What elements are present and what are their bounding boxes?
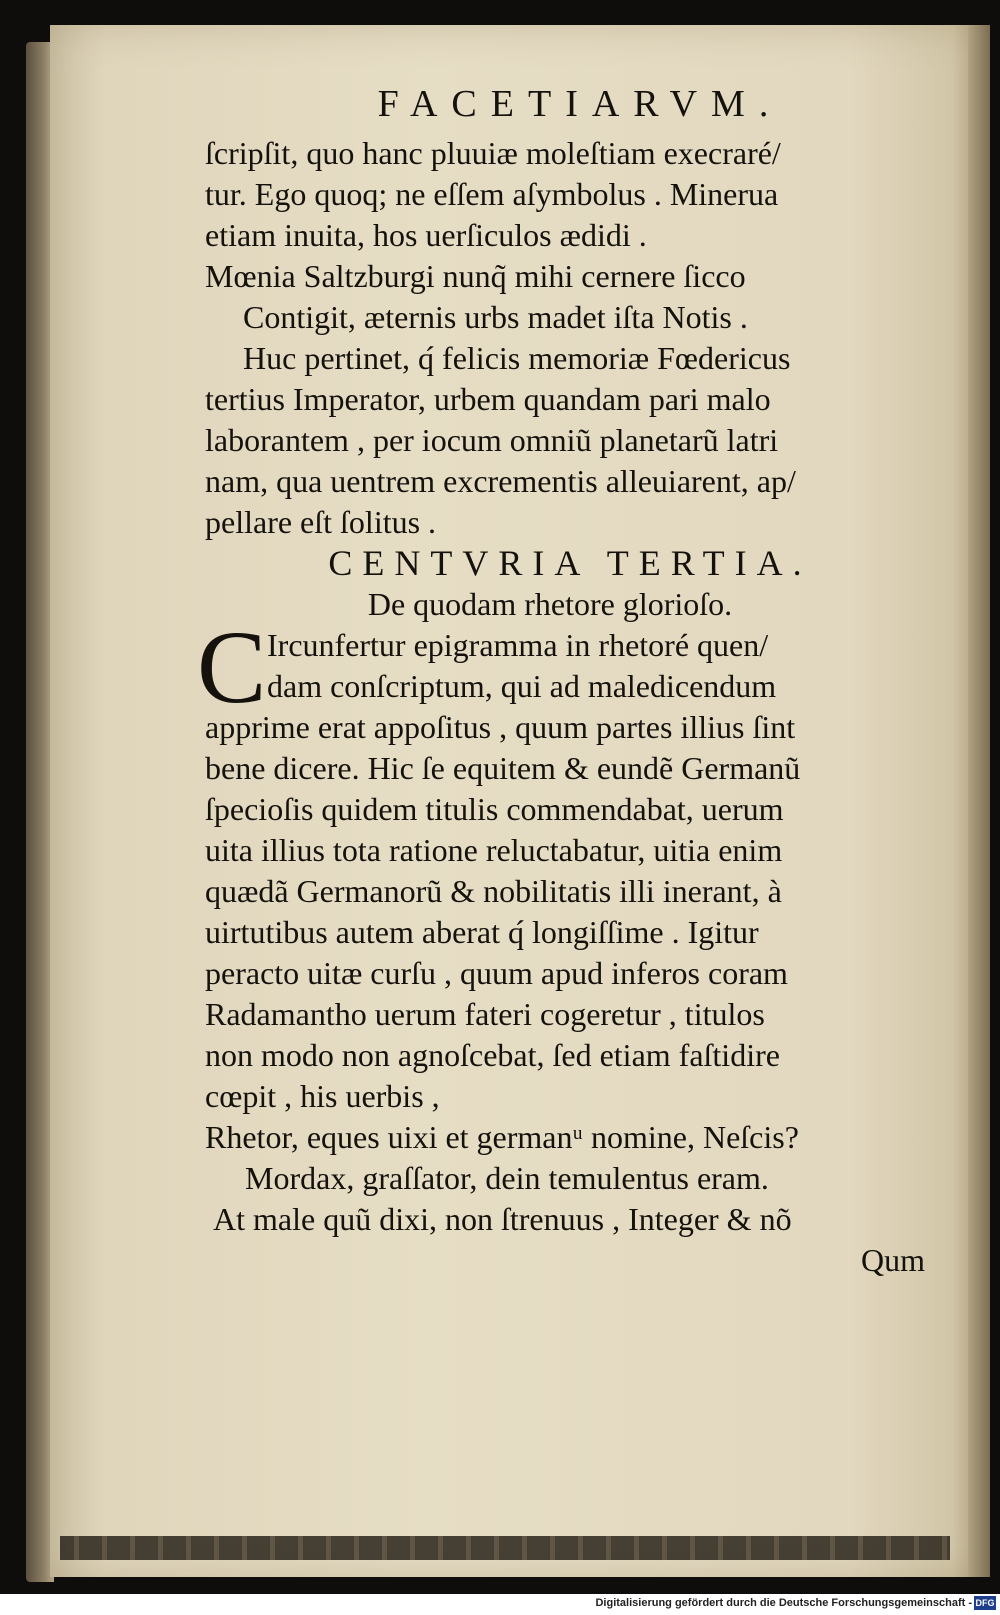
verse-line: Rhetor, eques uixi et germanᵘ nomine, Neſcis? bbox=[205, 1119, 799, 1155]
story-opening bbox=[197, 610, 935, 725]
text-line: laborantem , per iocum omniũ planetarũ latri bbox=[205, 422, 779, 458]
text-line: pellare eſt ſolitus . bbox=[205, 504, 437, 540]
text-line: non modo non agnoſcebat, ſed etiam faſtidire bbox=[205, 1037, 780, 1073]
text-line: ſcripſit, quo hanc pluuiæ moleſtiam execraré/ bbox=[205, 135, 781, 171]
verse-line: Contigit, æternis urbs madet iſta Notis . bbox=[243, 299, 748, 335]
text-line: Radamantho uerum fateri cogeretur , titulos bbox=[205, 996, 765, 1032]
funding-credit: Digitalisierung gefördert durch die Deutsche Forschungsgemeinschaft - bbox=[595, 1597, 972, 1609]
text-line: nam, qua uentrem excrementis alleuiarent, ap/ bbox=[205, 463, 796, 499]
text-line: ſpecioſis quidem titulis commendabat, uerum bbox=[205, 791, 784, 827]
text-line: uita illius tota ratione reluctabatur, uitia enim bbox=[205, 832, 783, 868]
text-line: uirtutibus autem aberat q́ longiſſime . Igitur bbox=[205, 914, 759, 950]
text-line: bene dicere. Hic ſe equitem & eundẽ Germanũ bbox=[205, 750, 801, 786]
drop-cap: C bbox=[197, 610, 267, 725]
dfg-logo: DFG bbox=[975, 1598, 995, 1608]
text-line: quædã Germanorũ & nobilitatis illi inerant, à bbox=[205, 873, 782, 909]
text-line: dam conſcriptum, qui ad maledicendum bbox=[267, 668, 777, 704]
text-line: Huc pertinet, q́ felicis memoriæ Fœdericus bbox=[243, 340, 791, 376]
text-line: etiam inuita, hos uerſiculos ædidi . bbox=[205, 217, 647, 253]
section-title: CENTVRIA TERTIA. bbox=[328, 543, 812, 583]
text-line: apprime erat appoſitus , quum partes illius ſint bbox=[205, 709, 796, 745]
text-line: tur. Ego quoq; ne eſſem aſymbolus . Minerua bbox=[205, 176, 779, 212]
page-gutter-shadow bbox=[968, 25, 990, 1577]
text-line: Ircunfertur epigramma in rhetoré quen/ bbox=[267, 627, 769, 663]
catchword: Qum bbox=[861, 1242, 925, 1278]
verse-line: At male quũ dixi, non ſtrenuus , Integer & nõ bbox=[213, 1201, 792, 1237]
text-line: cœpit , his uerbis , bbox=[205, 1078, 440, 1114]
page-bottom-edge bbox=[60, 1536, 950, 1560]
text-line: peracto uitæ curſu , quum apud inferos coram bbox=[205, 955, 788, 991]
story-title: De quodam rhetore glorioſo. bbox=[367, 586, 733, 622]
verse-line: Mordax, graſſator, dein temulentus eram. bbox=[245, 1160, 769, 1196]
text-line: tertius Imperator, urbem quandam pari malo bbox=[205, 381, 771, 417]
page-text bbox=[197, 75, 935, 1281]
running-head: FACETIARVM. bbox=[377, 83, 783, 125]
verse-line: Mœnia Saltzburgi nunq̃ mihi cernere ſicco bbox=[205, 258, 746, 294]
